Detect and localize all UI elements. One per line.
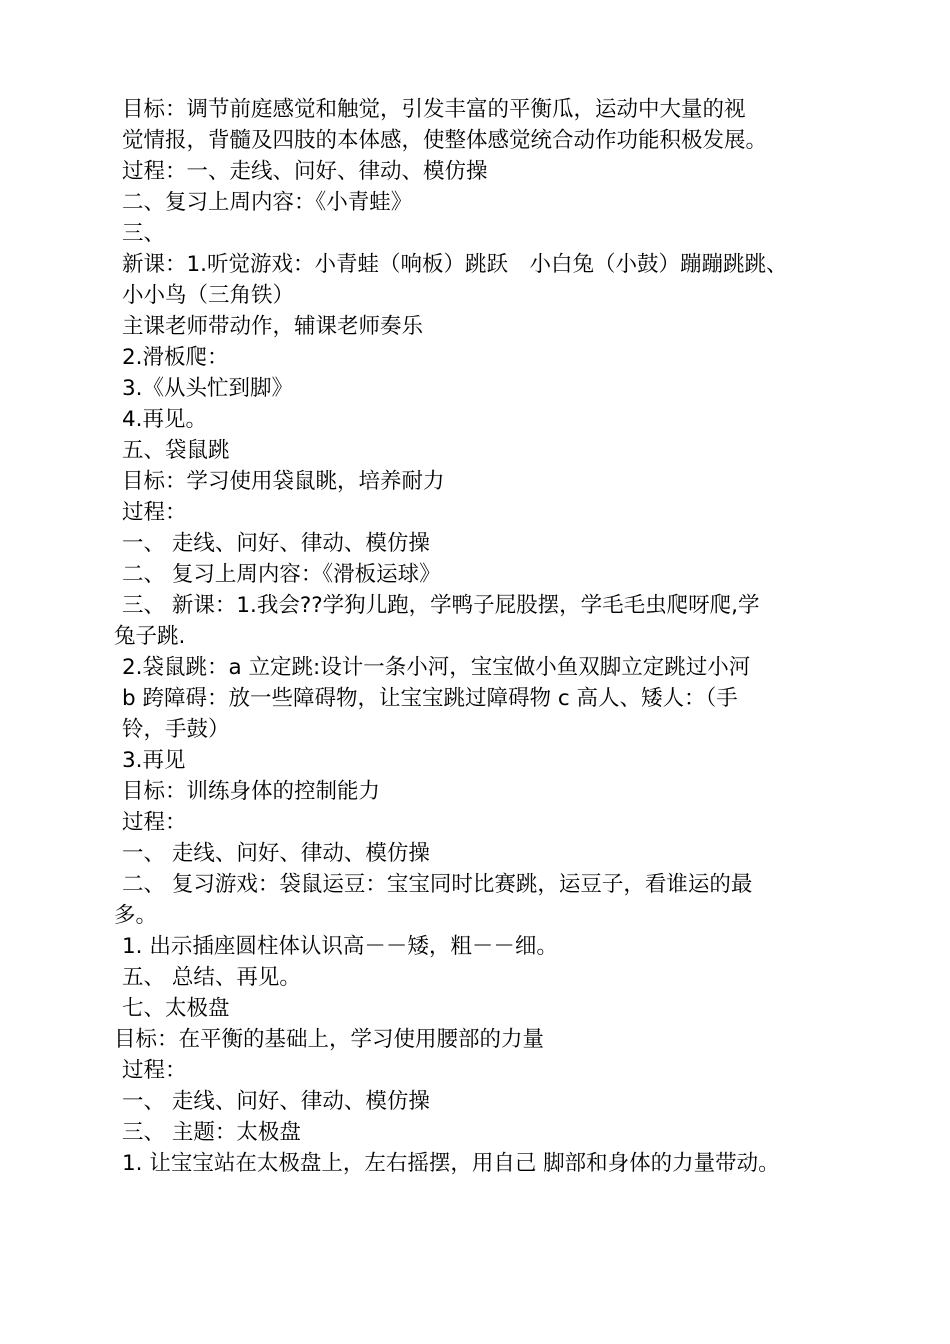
text-line: 五、 总结、再见。	[122, 965, 301, 990]
text-line: 1. 让宝宝站在太极盘上，左右摇摆，用自己 脚部和身体的力量带动。	[122, 1151, 780, 1176]
text-line: 过程：	[122, 810, 187, 835]
text-line: 三、	[122, 221, 166, 246]
text-line: 五、袋鼠跳	[122, 438, 230, 463]
text-line: 过程：一、走线、问好、律动、模仿操	[122, 159, 488, 184]
text-line: 4.再见。	[122, 407, 208, 432]
text-line: 二、 复习上周内容：《滑板运球》	[122, 562, 441, 587]
text-line: b 跨障碍：放一些障碍物，让宝宝跳过障碍物 c 高人、矮人：（手	[122, 686, 738, 711]
text-line: 二、复习上周内容：《小青蛙》	[122, 190, 413, 215]
text-line: 2.袋鼠跳：a 立定跳:设计一条小河，宝宝做小鱼双脚立定跳过小河	[122, 655, 751, 680]
text-line: 1. 出示插座圆柱体认识高－－矮，粗－－细。	[122, 934, 558, 959]
text-line: 一、 走线、问好、律动、模仿操	[122, 841, 430, 866]
text-line: 多。	[114, 903, 158, 928]
text-line: 觉情报，背髓及四肢的本体感，使整体感觉统合动作功能积极发展。	[122, 128, 768, 153]
text-line: 七、太极盘	[122, 996, 230, 1021]
text-line: 2.滑板爬：	[122, 345, 229, 370]
text-line: 一、 走线、问好、律动、模仿操	[122, 531, 430, 556]
text-line: 小小鸟（三角铁）	[122, 283, 295, 308]
text-line: 铃，手鼓）	[122, 717, 230, 742]
text-line: 目标：在平衡的基础上，学习使用腰部的力量	[114, 1027, 545, 1052]
text-line: 兔子跳.	[114, 624, 186, 649]
text-line: 三、 主题：太极盘	[122, 1120, 301, 1145]
text-line: 主课老师带动作，辅课老师奏乐	[122, 314, 424, 339]
text-line: 3.《从头忙到脚》	[122, 376, 294, 401]
text-line: 二、 复习游戏：袋鼠运豆：宝宝同时比赛跳，运豆子，看谁运的最	[122, 872, 753, 897]
text-line: 3.再见	[122, 748, 186, 773]
text-line: 过程：	[122, 500, 187, 525]
text-line: 新课：1.听觉游戏：小青蛙（响板）跳跃 小白兔（小鼓）蹦蹦跳跳、	[122, 252, 788, 277]
text-line: 一、 走线、问好、律动、模仿操	[122, 1089, 430, 1114]
text-line: 目标：训练身体的控制能力	[122, 779, 381, 804]
text-line: 三、 新课：1.我会??学狗儿跑，学鸭子屁股摆，学毛毛虫爬呀爬,学	[122, 593, 760, 618]
text-line: 目标：学习使用袋鼠眺，培养耐力	[122, 469, 445, 494]
document-body	[114, 94, 849, 1179]
text-line: 目标：调节前庭感觉和触觉，引发丰富的平衡瓜，运动中大量的视	[122, 97, 746, 122]
text-line: 过程：	[122, 1058, 187, 1083]
